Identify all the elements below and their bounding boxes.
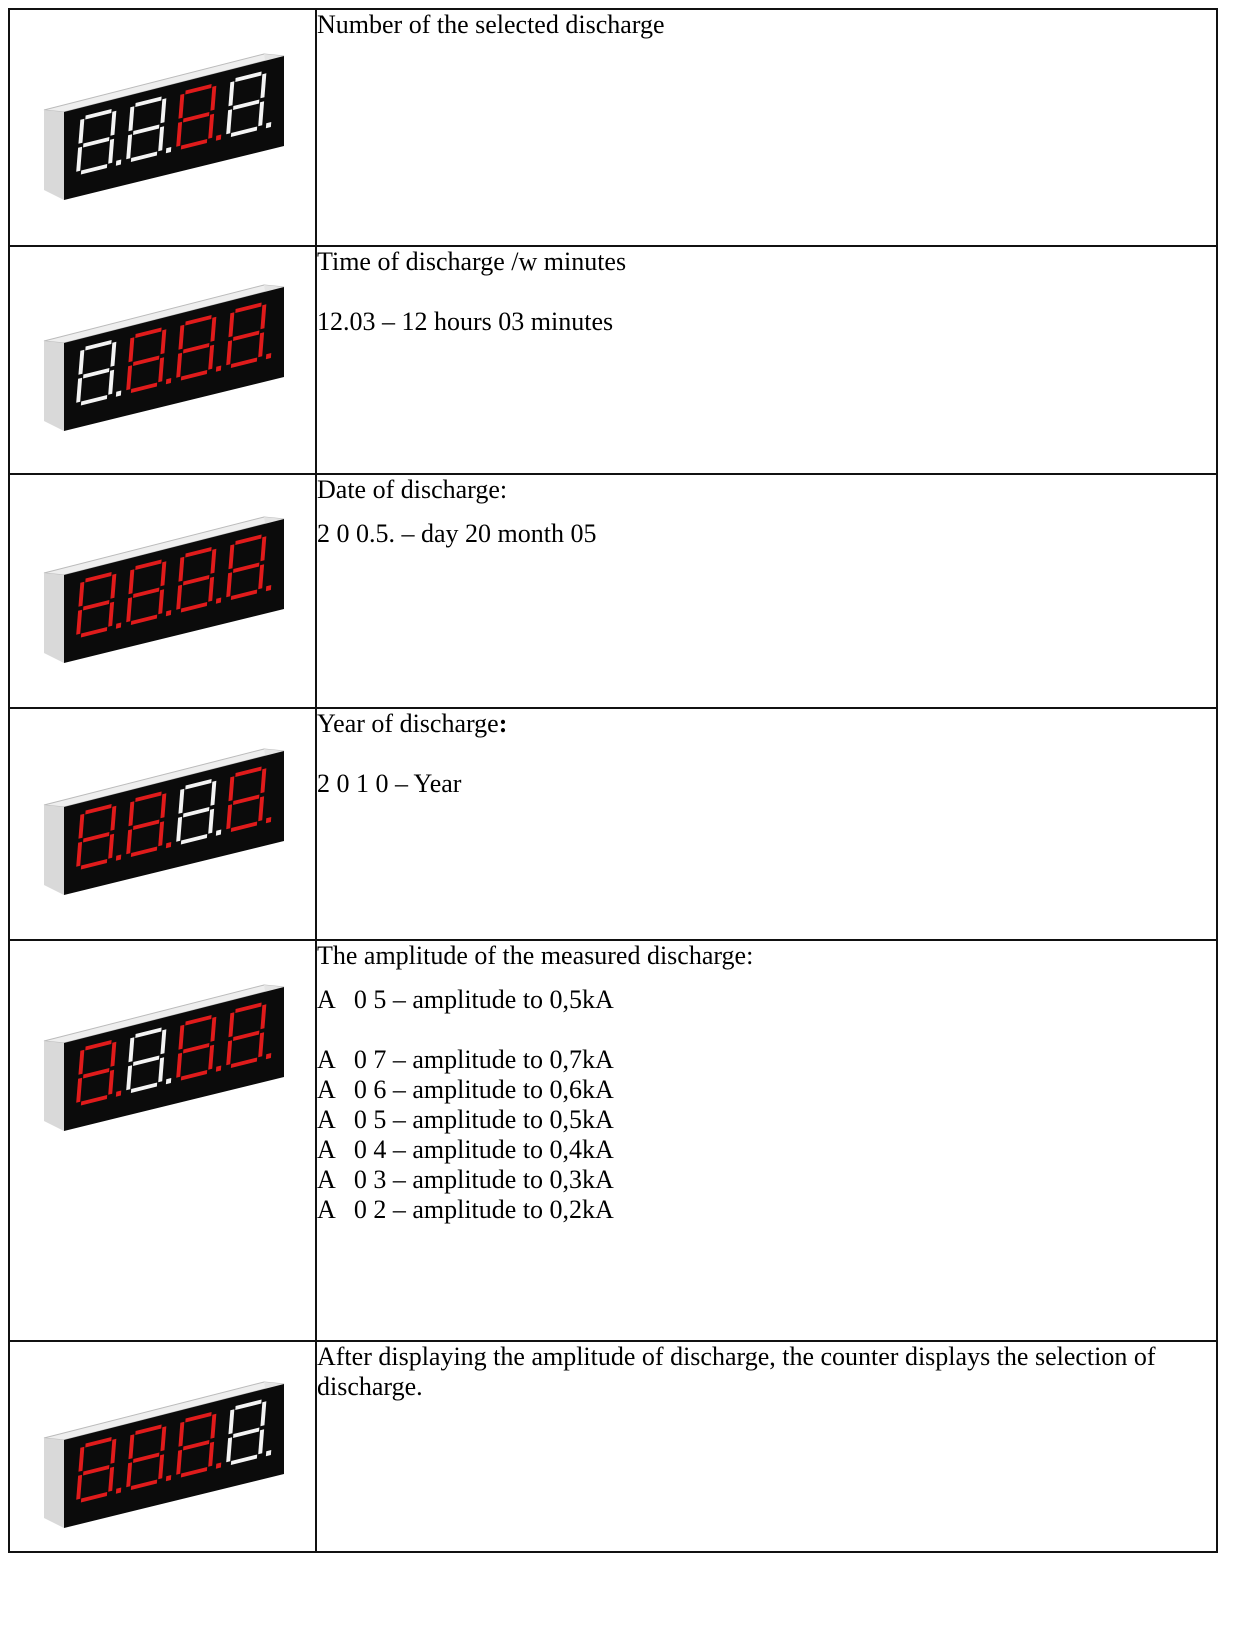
seven-segment-display [34, 50, 294, 200]
display-casing-side [44, 341, 64, 431]
seven-segment-display [34, 1378, 294, 1528]
description-cell [316, 246, 1217, 474]
list-item: A 0 4 – amplitude to 0,4kA [317, 1135, 614, 1164]
list-item: A 0 3 – amplitude to 0,3kA [317, 1165, 614, 1194]
description-cell [316, 9, 1217, 246]
row-title: The amplitude of the measured discharge: [317, 941, 754, 970]
seven-segment-display [34, 745, 294, 895]
display-casing-side [44, 110, 64, 200]
display-picture [34, 281, 294, 431]
row-title [317, 709, 1216, 739]
row-title: Date of discharge: [317, 475, 508, 504]
instruction-table [8, 8, 1218, 1553]
seven-segment-display [34, 281, 294, 431]
table-row [9, 940, 1217, 1341]
display-picture [34, 513, 294, 663]
image-cell [9, 708, 316, 940]
image-cell [9, 940, 316, 1341]
row-detail: 2 0 0.5. – day 20 month 05 [317, 519, 597, 548]
row-title: After displaying the amplitude of discharge, the counter displays the selection of discharge. [317, 1342, 1156, 1401]
table-row [9, 708, 1217, 940]
image-cell [9, 1341, 316, 1552]
display-casing-side [44, 1041, 64, 1131]
list-item: A 0 2 – amplitude to 0,2kA [317, 1195, 614, 1224]
list-item: A 0 6 – amplitude to 0,6kA [317, 1075, 614, 1104]
table-row [9, 474, 1217, 708]
row-detail: 2 0 1 0 – Year [317, 769, 462, 798]
image-cell [9, 246, 316, 474]
description-cell [316, 708, 1217, 940]
display-picture [34, 981, 294, 1131]
seven-segment-display [34, 981, 294, 1131]
list-item: A 0 5 – amplitude to 0,5kA [317, 1105, 614, 1134]
image-cell [9, 9, 316, 246]
seven-segment-display [34, 513, 294, 663]
display-casing-side [44, 573, 64, 663]
table-row [9, 246, 1217, 474]
amplitude-list [317, 1045, 1216, 1225]
display-picture [34, 745, 294, 895]
display-casing-side [44, 1438, 64, 1528]
display-picture [34, 50, 294, 200]
list-item: A 0 7 – amplitude to 0,7kA [317, 1045, 614, 1074]
description-cell [316, 474, 1217, 708]
image-cell [9, 474, 316, 708]
description-cell [316, 1341, 1217, 1552]
table-row [9, 9, 1217, 246]
row-title-colon: : [498, 709, 508, 738]
row-title: Number of the selected discharge [317, 10, 665, 39]
display-picture [34, 1378, 294, 1528]
display-casing-side [44, 805, 64, 895]
table-row [9, 1341, 1217, 1552]
row-title: Time of discharge /w minutes [317, 247, 627, 276]
amplitude-example: A 0 5 – amplitude to 0,5kA [317, 985, 614, 1014]
row-detail: 12.03 – 12 hours 03 minutes [317, 307, 614, 336]
row-title-text: Year of discharge [317, 709, 499, 738]
description-cell [316, 940, 1217, 1341]
